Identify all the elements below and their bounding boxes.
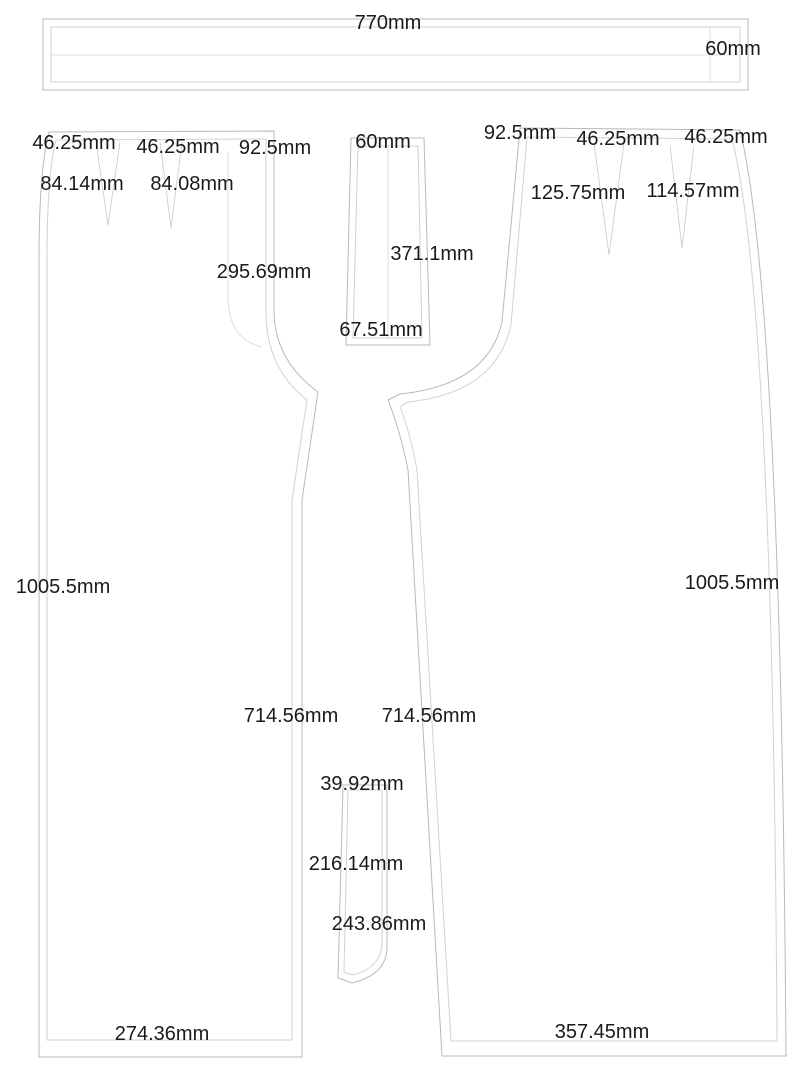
back-crotch-curve-label: 295.69mm [216,261,312,283]
front-waist-segment-label: 92.5mm [483,122,557,144]
fly-piece [346,138,430,345]
front-dart-1-width-label: 46.25mm [576,128,660,150]
front-inseam-label: 714.56mm [381,705,477,727]
front-hem-label: 357.45mm [554,1021,650,1043]
waistband-width-label: 60mm [705,38,761,60]
fly-length-label: 371.1mm [390,243,474,265]
front-dart-2-length-label: 114.57mm [646,180,740,202]
pocket-outer-length-label: 243.86mm [331,913,427,935]
fly-bottom-label: 67.51mm [339,319,423,341]
back-hem-label: 274.36mm [114,1023,210,1045]
pocket-inner-length-label: 216.14mm [308,853,404,875]
back-dart-2-length-label: 84.08mm [150,173,234,195]
front-dart-2-width-label: 46.25mm [684,126,768,148]
fly-width-label: 60mm [355,131,411,153]
back-inseam-label: 714.56mm [243,705,339,727]
back-waist-segment-label: 92.5mm [238,137,312,159]
waistband-length-label: 770mm [354,12,422,34]
back-dart-1-width-label: 46.25mm [32,132,116,154]
pocket-piece [338,785,387,983]
pocket-width-label: 39.92mm [320,773,404,795]
back-dart-2-width-label: 46.25mm [136,136,220,158]
back-side-seam-label: 1005.5mm [15,576,111,598]
back-dart-1-length-label: 84.14mm [40,173,124,195]
front-side-seam-label: 1005.5mm [684,572,780,594]
front-dart-1-length-label: 125.75mm [530,182,626,204]
